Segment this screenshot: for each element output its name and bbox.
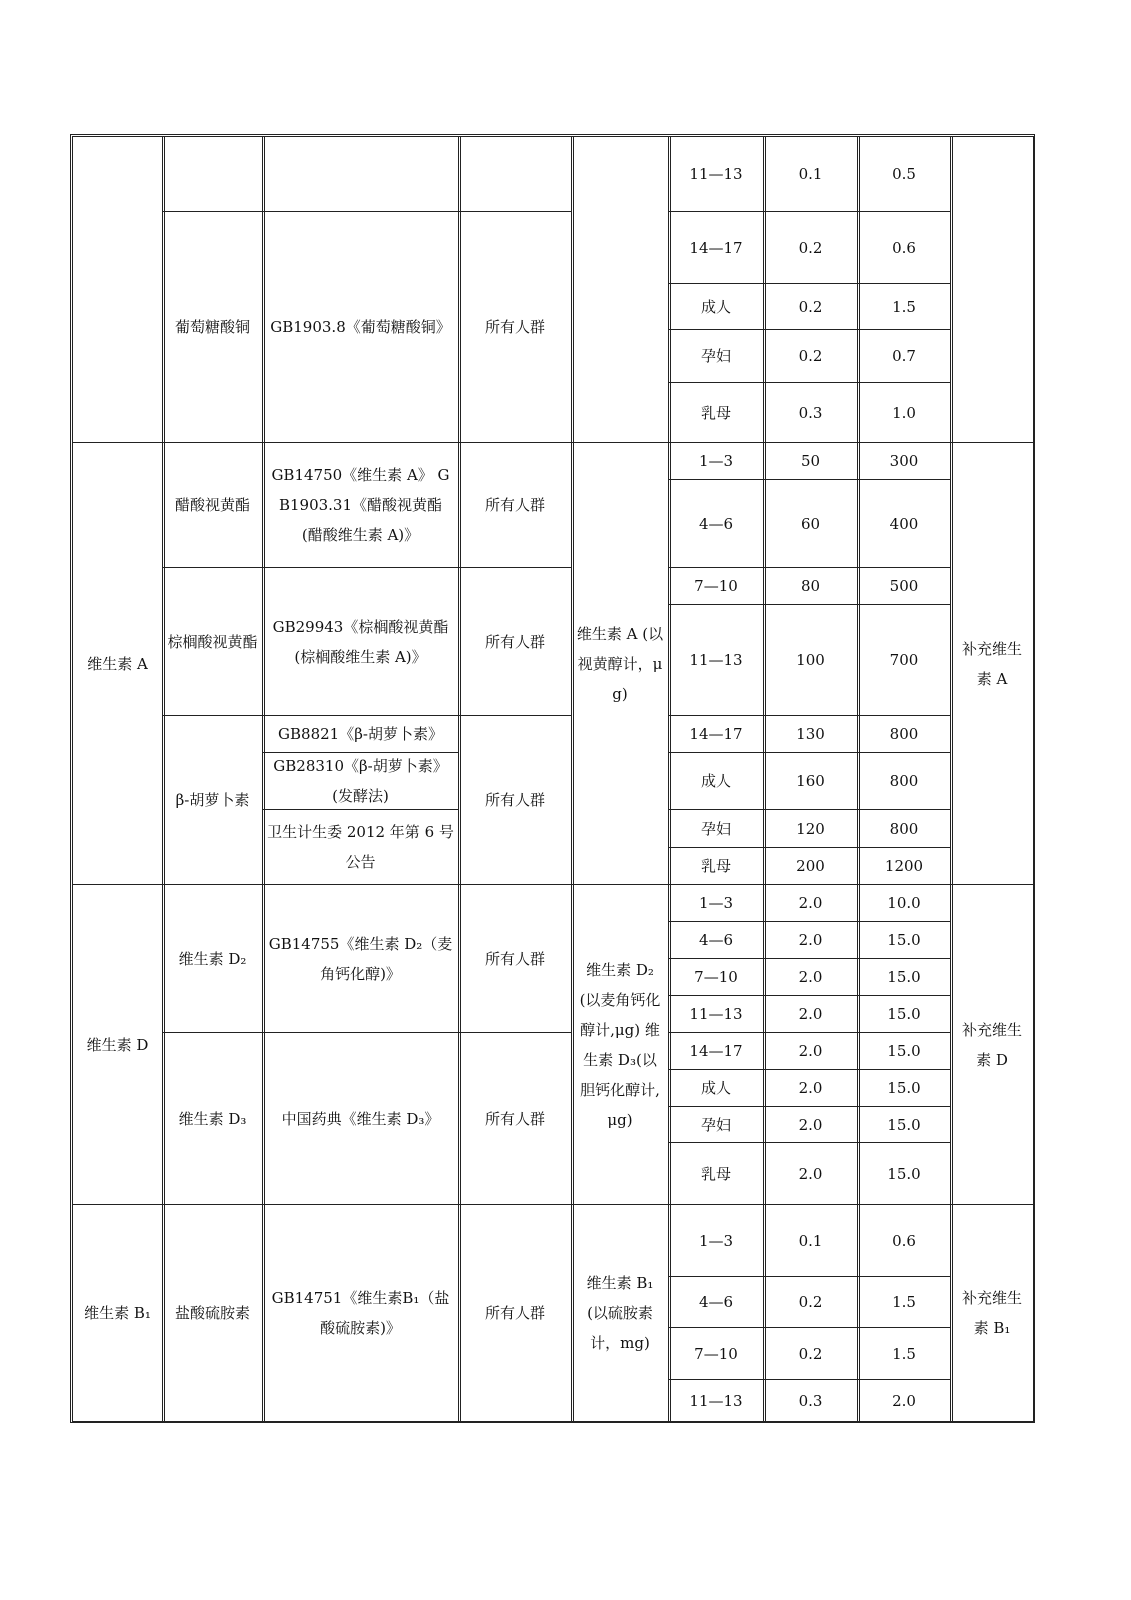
compound-cell: β-胡萝卜素 — [175, 791, 250, 809]
min-value-cell: 0.3 — [798, 403, 823, 422]
population-cell: 所有人群 — [484, 318, 545, 336]
effect-cell — [951, 137, 1033, 442]
age-cell: 孕妇 — [700, 347, 731, 365]
effect-cell: 补充维生素 D — [961, 1020, 1022, 1069]
compound-cell — [163, 137, 262, 211]
age-cell: 乳母 — [700, 403, 731, 422]
age-cell: 乳母 — [700, 1164, 731, 1183]
age-cell: 7—10 — [694, 1344, 738, 1363]
age-cell: 4—6 — [698, 931, 734, 949]
min-value-cell: 0.2 — [798, 1344, 823, 1363]
min-value-cell: 2.0 — [798, 1115, 823, 1134]
table-border-right — [1034, 134, 1035, 1423]
row-line-effect-25 — [950, 1421, 1034, 1422]
standard-cell — [263, 137, 458, 211]
age-cell: 7—10 — [694, 968, 738, 986]
max-value-cell: 500 — [889, 577, 919, 595]
nutrient-cell — [73, 137, 162, 442]
max-value-cell: 0.7 — [892, 347, 916, 365]
compound-cell: 盐酸硫胺素 — [174, 1304, 250, 1322]
min-value-cell: 2.0 — [798, 1079, 823, 1097]
standard-cell: GB14750《维生素 A》 GB1903.31《醋酸视黄酯 (醋酸维生素 A)》 — [271, 466, 450, 544]
max-value-cell: 1.5 — [892, 1293, 916, 1311]
min-value-cell: 60 — [800, 514, 821, 533]
min-value-cell: 200 — [796, 857, 825, 875]
max-value-cell: 1200 — [884, 857, 924, 875]
min-value-cell: 0.1 — [798, 165, 823, 183]
age-cell: 11—13 — [689, 165, 743, 183]
age-cell: 7—10 — [694, 577, 738, 595]
max-value-cell: 800 — [889, 819, 919, 838]
standard-cell: GB8821《β-胡萝卜素》 — [278, 725, 443, 743]
min-value-cell: 100 — [796, 651, 825, 669]
max-value-cell: 400 — [889, 514, 919, 533]
age-cell: 成人 — [700, 1079, 731, 1097]
age-cell: 14—17 — [689, 238, 743, 257]
row-line-standard-25 — [262, 1421, 459, 1422]
row-line-nutrient-25 — [72, 1421, 163, 1422]
max-value-cell: 1.5 — [892, 297, 916, 316]
age-cell: 1—3 — [698, 894, 734, 912]
min-value-cell: 2.0 — [798, 931, 823, 949]
max-value-cell: 15.0 — [887, 931, 921, 949]
min-value-cell: 0.2 — [798, 1293, 823, 1311]
row-line-values-25 — [668, 1421, 951, 1422]
min-value-cell: 130 — [796, 725, 825, 743]
max-value-cell: 15.0 — [887, 1079, 921, 1097]
population-cell: 所有人群 — [484, 1304, 545, 1322]
standard-cell: GB14751《维生素B₁（盐酸硫胺素)》 — [271, 1289, 450, 1337]
row-line-compound-25 — [162, 1421, 263, 1422]
min-value-cell: 2.0 — [798, 1042, 823, 1060]
age-cell: 1—3 — [698, 1231, 734, 1250]
basis-cell: 维生素 D₂ (以麦角钙化醇计,μg) 维生素 D₃(以胆钙化醇计,μg) — [579, 960, 661, 1129]
compound-cell: 棕榈酸视黄酯 — [167, 632, 258, 651]
column-line-9 — [1033, 136, 1034, 1421]
compound-cell: 葡萄糖酸铜 — [174, 318, 250, 336]
table-border-top — [70, 134, 1035, 135]
max-value-cell: 15.0 — [887, 1005, 921, 1023]
min-value-cell: 0.2 — [798, 238, 823, 257]
max-value-cell: 300 — [889, 452, 919, 470]
min-value-cell: 2.0 — [798, 1164, 823, 1183]
standard-cell: 中国药典《维生素 D₃》 — [281, 1109, 440, 1128]
min-value-cell: 2.0 — [798, 894, 823, 912]
age-cell: 成人 — [700, 297, 731, 316]
age-cell: 11—13 — [689, 1391, 743, 1410]
age-cell: 4—6 — [698, 514, 734, 533]
max-value-cell: 800 — [889, 725, 919, 743]
standard-cell: GB28310《β-胡萝卜素》 (发酵法) — [273, 757, 448, 805]
compound-cell: 维生素 D₂ — [178, 949, 247, 968]
min-value-cell: 2.0 — [798, 1005, 823, 1023]
age-cell: 成人 — [700, 772, 731, 790]
nutrient-cell: 维生素 B₁ — [84, 1304, 151, 1322]
max-value-cell: 1.5 — [892, 1344, 916, 1363]
age-cell: 11—13 — [689, 1005, 743, 1023]
min-value-cell: 0.2 — [798, 297, 823, 316]
min-value-cell: 160 — [796, 772, 825, 790]
population-cell: 所有人群 — [484, 949, 545, 968]
min-value-cell: 0.1 — [798, 1231, 823, 1250]
basis-cell — [572, 137, 668, 442]
population-cell — [459, 137, 571, 211]
min-value-cell: 2.0 — [798, 968, 823, 986]
basis-cell: 维生素 B₁ (以硫胺素计，mg) — [586, 1274, 654, 1352]
age-cell: 14—17 — [689, 725, 743, 743]
max-value-cell: 15.0 — [887, 1042, 921, 1060]
max-value-cell: 15.0 — [887, 1115, 921, 1134]
max-value-cell: 0.6 — [892, 1231, 916, 1250]
max-value-cell: 1.0 — [892, 403, 916, 422]
max-value-cell: 15.0 — [887, 968, 921, 986]
max-value-cell: 10.0 — [887, 894, 921, 912]
max-value-cell: 0.6 — [892, 238, 916, 257]
max-value-cell: 700 — [889, 651, 919, 669]
max-value-cell: 0.5 — [892, 165, 916, 183]
nutrient-cell: 维生素 D — [86, 1035, 149, 1054]
population-cell: 所有人群 — [484, 496, 545, 514]
age-cell: 1—3 — [698, 452, 734, 470]
compound-cell: 维生素 D₃ — [178, 1109, 247, 1128]
standard-cell: GB29943《棕榈酸视黄酯 (棕榈酸维生素 A)》 — [272, 617, 449, 666]
age-cell: 4—6 — [698, 1293, 734, 1311]
age-cell: 乳母 — [700, 857, 731, 875]
table-border-left — [70, 134, 71, 1423]
max-value-cell: 800 — [889, 772, 919, 790]
max-value-cell: 2.0 — [892, 1391, 916, 1410]
min-value-cell: 0.3 — [798, 1391, 823, 1410]
effect-cell: 补充维生素 B₁ — [961, 1289, 1022, 1337]
age-cell: 孕妇 — [700, 1115, 731, 1134]
min-value-cell: 80 — [800, 577, 821, 595]
age-cell: 14—17 — [689, 1042, 743, 1060]
min-value-cell: 50 — [800, 452, 821, 470]
table-border-bottom — [70, 1422, 1035, 1423]
min-value-cell: 120 — [796, 819, 825, 838]
min-value-cell: 0.2 — [798, 347, 823, 365]
population-cell: 所有人群 — [484, 791, 545, 809]
max-value-cell: 15.0 — [887, 1164, 921, 1183]
compound-cell: 醋酸视黄酯 — [174, 496, 250, 514]
age-cell: 孕妇 — [700, 819, 731, 838]
effect-cell: 补充维生素 A — [961, 639, 1022, 688]
standard-cell: GB1903.8《葡萄糖酸铜》 — [270, 318, 451, 336]
population-cell: 所有人群 — [484, 1109, 545, 1128]
nutrient-cell: 维生素 A — [87, 654, 148, 673]
age-cell: 11—13 — [689, 651, 743, 669]
standard-cell: 卫生计生委 2012 年第 6 号公告 — [267, 823, 454, 871]
row-line-population-25 — [458, 1421, 572, 1422]
basis-cell: 维生素 A (以视黄醇计，μg) — [576, 624, 664, 703]
row-line-basis-25 — [571, 1421, 669, 1422]
population-cell: 所有人群 — [484, 632, 545, 651]
standard-cell: GB14755《维生素 D₂（麦角钙化醇)》 — [268, 934, 453, 983]
